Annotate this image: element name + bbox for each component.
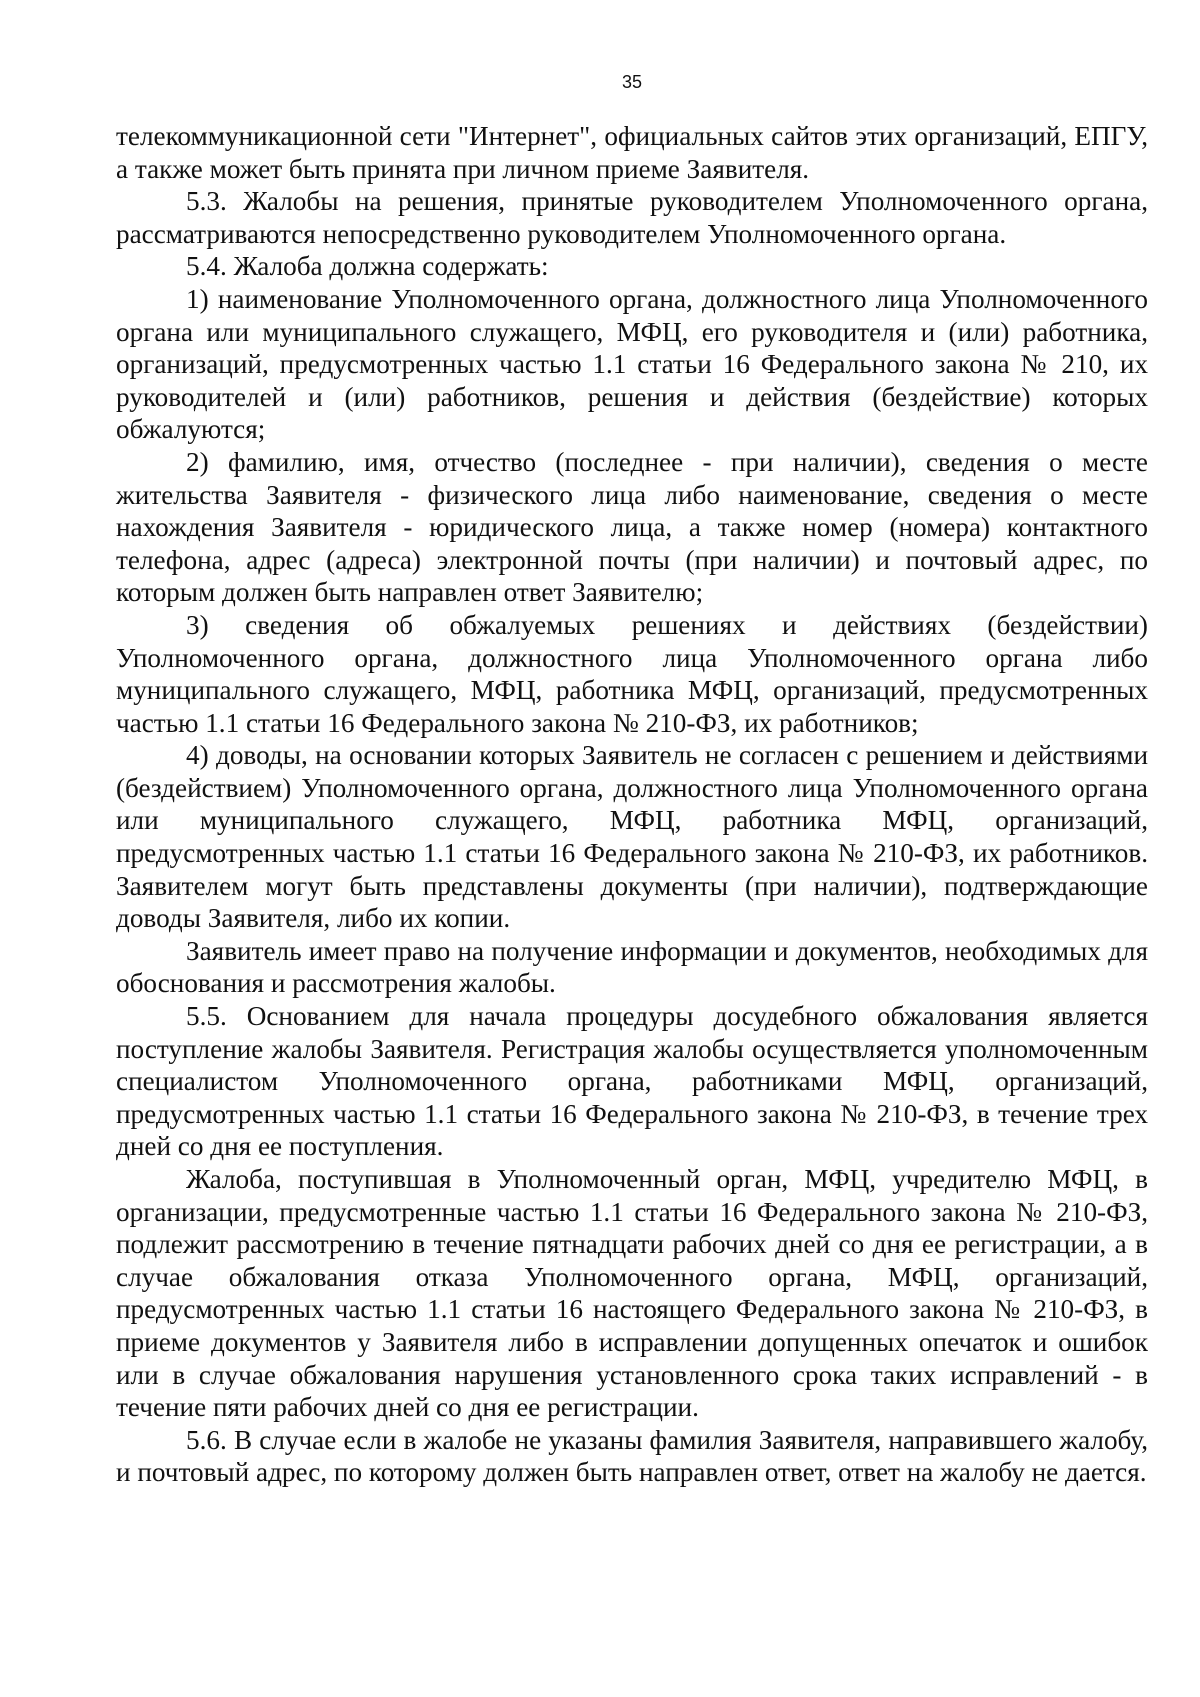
- paragraph: 5.5. Основанием для начала процедуры досудебного обжалования является поступление жалобы Заявителя. Регистрация жалобы осуществляется уполномоченным специалистом Уполномоченного органа, работниками МФЦ, организаций, предусмотренных частью 1.1 статьи 16 Федерального закона № 210-ФЗ, в течение трех дней со дня ее поступления.: [116, 1001, 1148, 1162]
- paragraph: 5.6. В случае если в жалобе не указаны фамилия Заявителя, направившего жалобу, и почтовый адрес, по которому должен быть направлен ответ, ответ на жалобу не дается.: [116, 1424, 1148, 1488]
- document-body: [116, 120, 1148, 1489]
- paragraph: Заявитель имеет право на получение информации и документов, необходимых для обоснования и рассмотрения жалобы.: [116, 935, 1148, 999]
- page-number: 35: [621, 72, 643, 92]
- document-page: [116, 70, 1148, 1489]
- paragraph: 1) наименование Уполномоченного органа, должностного лица Уполномоченного органа или муниципального служащего, МФЦ, его руководителя и (или) работника, организаций, предусмотренных частью 1.1 статьи 16 Федерального закона № 210, их руководителей и (или) работников, решения и действия (бездействие) которых обжалуются;: [116, 283, 1148, 445]
- paragraph: 4) доводы, на основании которых Заявитель не согласен с решением и действиями (бездействием) Уполномоченного органа, должностного лица Уполномоченного органа или муниципального служащего, МФЦ, работника МФЦ, организаций, предусмотренных частью 1.1 статьи 16 Федерального закона № 210-ФЗ, их работников. Заявителем могут быть представлены документы (при наличии), подтверждающие доводы Заявителя, либо их копии.: [116, 740, 1148, 934]
- paragraph: Жалоба, поступившая в Уполномоченный орган, МФЦ, учредителю МФЦ, в организации, предусмотренные частью 1.1 статьи 16 Федерального закона № 210-ФЗ, подлежит рассмотрению в течение пятнадцати рабочих дней со дня ее регистрации, а в случае обжалования отказа Уполномоченного органа, МФЦ, организаций, предусмотренных частью 1.1 статьи 16 настоящего Федерального закона № 210-ФЗ, в приеме документов у Заявителя либо в исправлении допущенных опечаток и ошибок или в случае обжалования нарушения установленного срока таких исправлений - в течение пяти рабочих дней со дня ее регистрации.: [116, 1164, 1148, 1423]
- paragraph: 5.3. Жалобы на решения, принятые руководителем Уполномоченного органа, рассматриваются непосредственно руководителем Уполномоченного органа.: [116, 186, 1148, 249]
- paragraph: 3) сведения об обжалуемых решениях и действиях (бездействии) Уполномоченного органа, должностного лица Уполномоченного органа либо муниципального служащего, МФЦ, работника МФЦ, организаций, предусмотренных частью 1.1 статьи 16 Федерального закона № 210-ФЗ, их работников;: [116, 609, 1148, 738]
- paragraph: 2) фамилию, имя, отчество (последнее - при наличии), сведения о месте жительства Заявителя - физического лица либо наименование, сведения о месте нахождения Заявителя - юридического лица, а также номер (номера) контактного телефона, адрес (адреса) электронной почты (при наличии) и почтовый адрес, по которым должен быть направлен ответ Заявителю;: [116, 446, 1148, 608]
- paragraph: телекоммуникационной сети "Интернет", официальных сайтов этих организаций, ЕПГУ, а также может быть принята при личном приеме Заявителя.: [116, 121, 1148, 184]
- paragraph: 5.4. Жалоба должна содержать:: [186, 251, 549, 282]
